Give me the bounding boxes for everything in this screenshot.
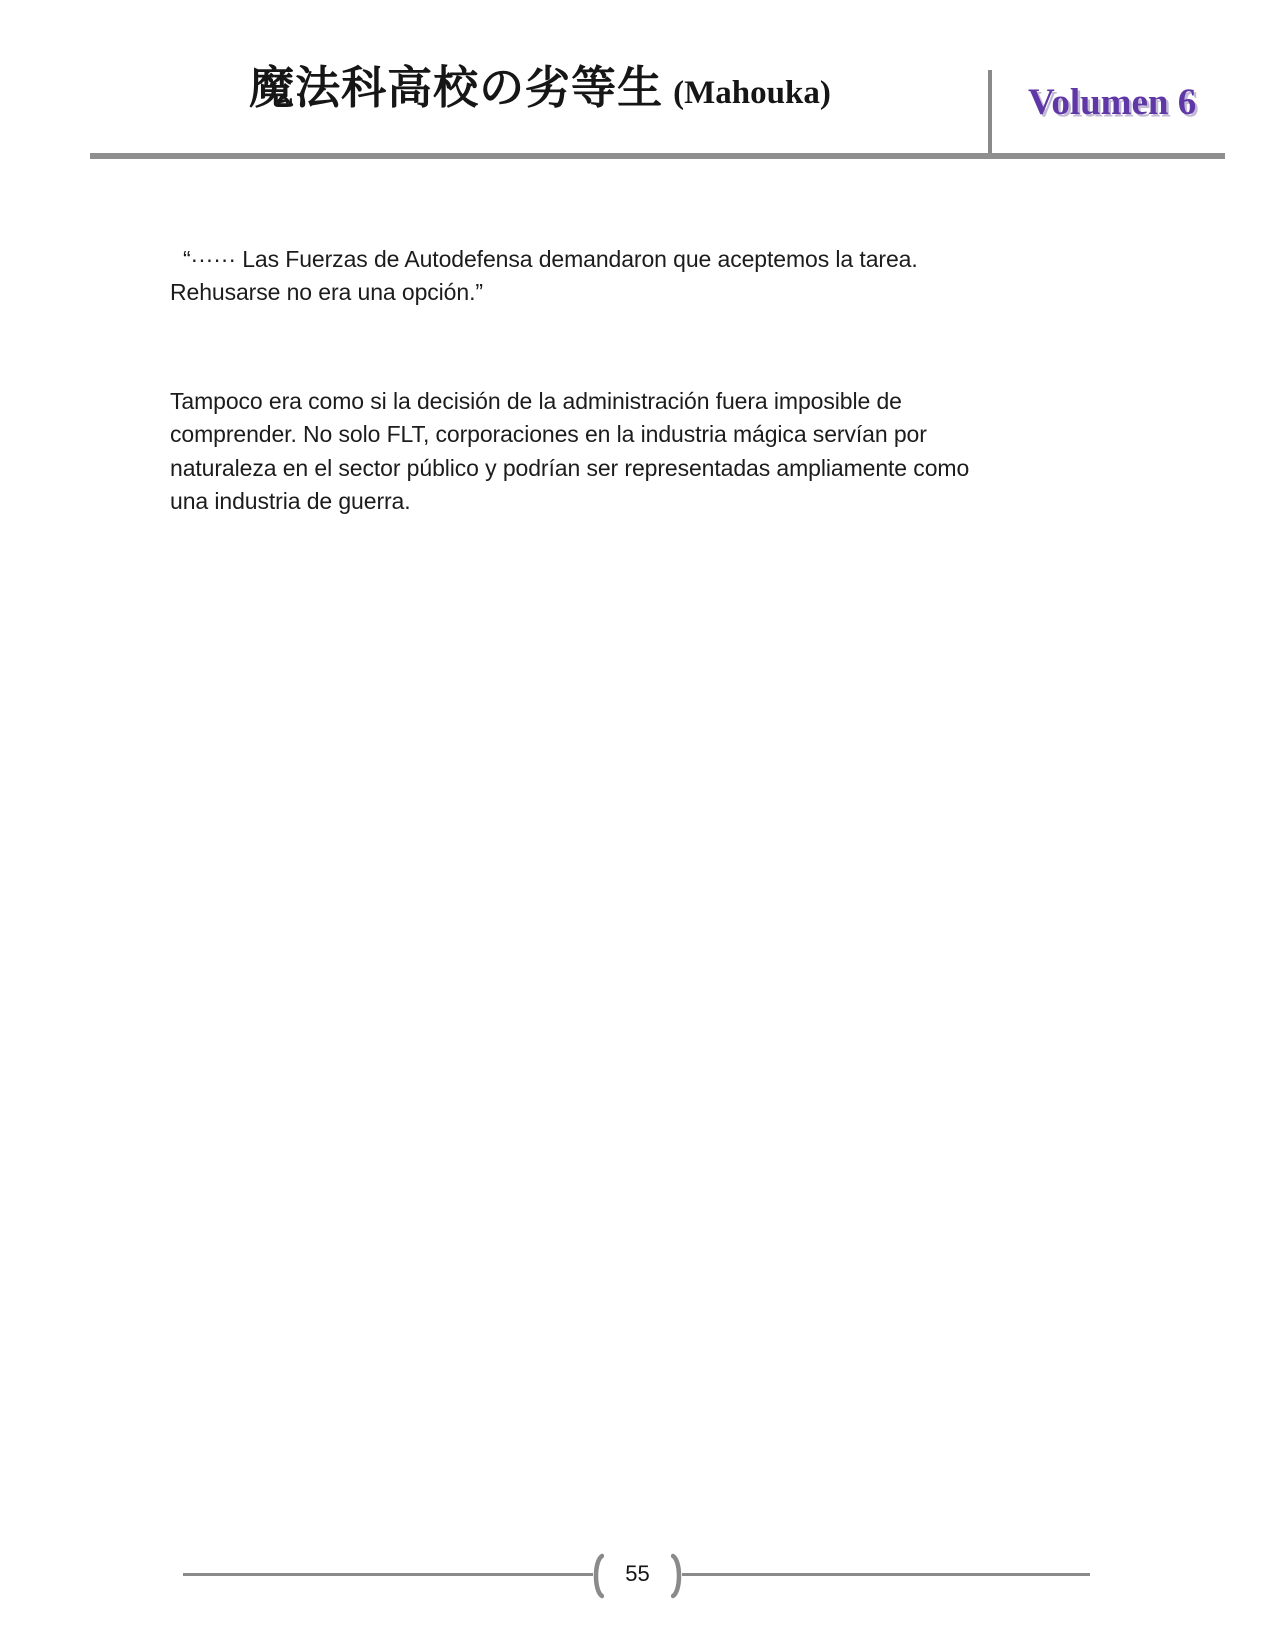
paragraph-dialogue (170, 243, 918, 310)
footer-rule-right (682, 1573, 1090, 1576)
header-rule (90, 153, 1225, 159)
text-line: una industria de guerra. (170, 488, 411, 515)
text-line: comprender. No solo FLT, corporaciones en la industria mágica servían por (170, 421, 927, 448)
paragraph-narration (170, 385, 969, 519)
footer-rule-left (183, 1573, 593, 1576)
page-number: 55 (625, 1561, 650, 1586)
book-title-romanized: (Mahouka) (673, 75, 831, 111)
text-line: naturaleza en el sector público y podrían ser representadas ampliamente como (170, 454, 970, 481)
right-bracket-ornament-icon (671, 1553, 685, 1599)
volume-label: Volumen 6 (1028, 82, 1197, 123)
book-title-japanese: 魔法科高校の劣等生 (249, 63, 664, 113)
text-line: “······ Las Fuerzas de Autodefensa demandaron que aceptemos la tarea. (183, 246, 918, 272)
text-line: Tampoco era como si la decisión de la administración fuera imposible de (170, 388, 902, 414)
text-line: Rehusarse no era una opción.” (170, 279, 483, 306)
header-divider-bar (988, 70, 992, 159)
book-title (90, 63, 990, 113)
